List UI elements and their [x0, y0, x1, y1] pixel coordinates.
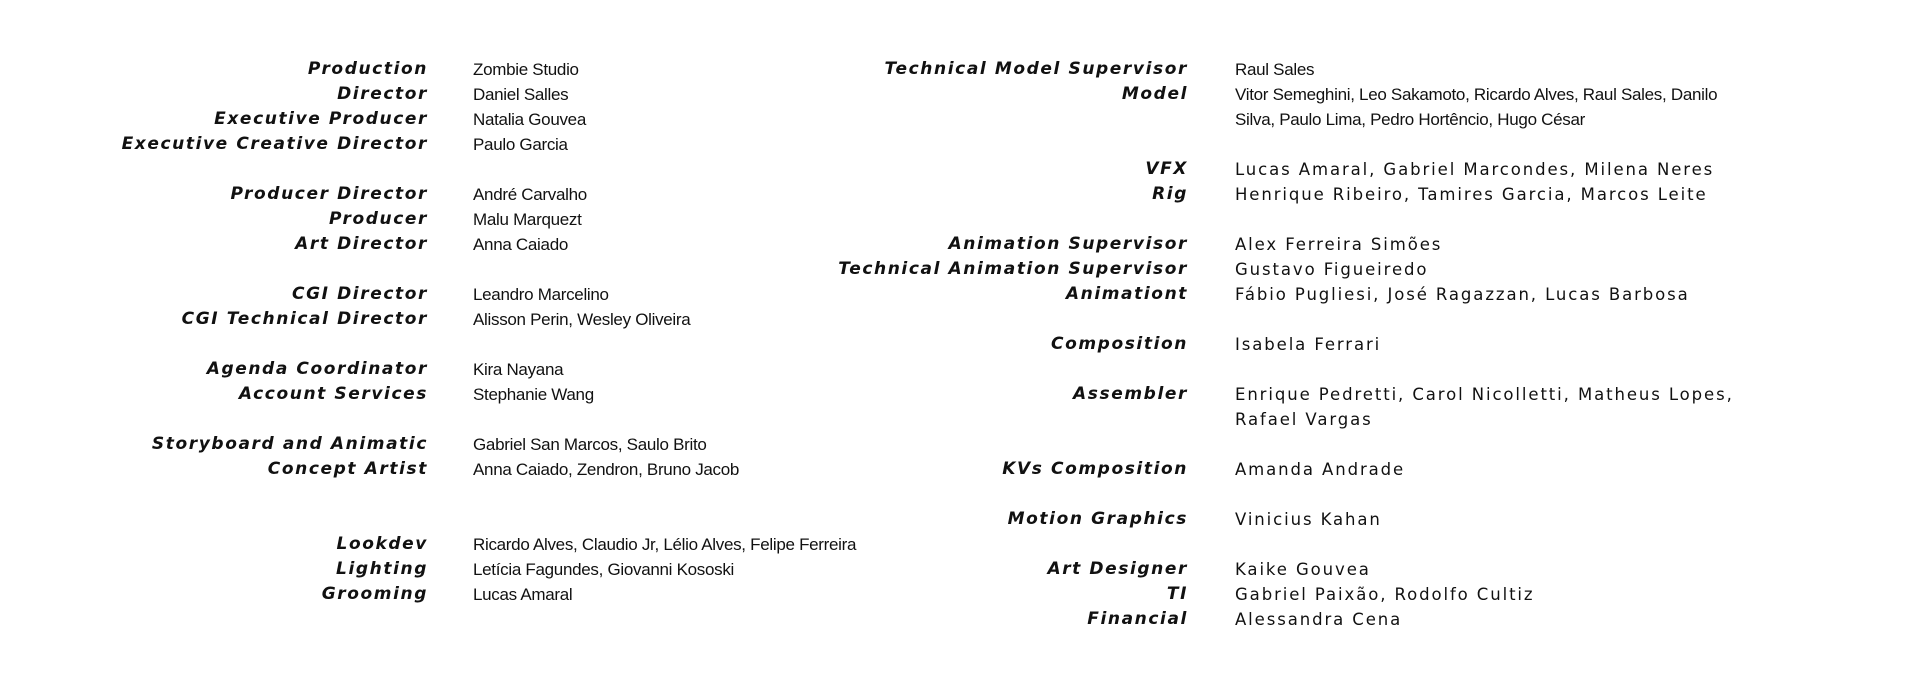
credit-row-grooming: [0, 582, 856, 607]
credit-role: VFX: [1145, 159, 1188, 179]
credit-names: Fábio Pugliesi, José Ragazzan, Lucas Barbosa: [1235, 285, 1690, 304]
credit-role: Producer: [328, 209, 428, 229]
credit-row-producer-director: [0, 182, 856, 207]
credit-row-art-director: [0, 232, 856, 257]
credit-role: TI: [1166, 584, 1188, 604]
credit-names: Anna Caiado: [473, 235, 568, 254]
credit-names: Gustavo Figueiredo: [1235, 260, 1429, 279]
credit-row-cgi-director: [0, 282, 856, 307]
credit-row-lookdev: [0, 532, 856, 557]
credit-row-assembler: [740, 382, 1755, 432]
credit-role: Storyboard and Animatic: [151, 434, 428, 454]
credit-names: Gabriel San Marcos, Saulo Brito: [473, 435, 707, 454]
credit-row-executive-producer: [0, 107, 856, 132]
credit-row-cgi-technical-director: [0, 307, 856, 332]
credit-role: Producer Director: [230, 184, 428, 204]
credit-row-animation-supervisor: [740, 232, 1755, 257]
credit-names: Letícia Fagundes, Giovanni Kososki: [473, 560, 735, 579]
credits-right-column: [740, 57, 1755, 632]
credit-names: Leandro Marcelino: [473, 285, 609, 304]
credit-row-kvs-composition: [740, 457, 1755, 482]
credit-role: Technical Animation Supervisor: [838, 259, 1188, 279]
credit-names: Amanda Andrade: [1235, 460, 1406, 479]
credit-row-technical-animation-supervisor: [740, 257, 1755, 282]
credit-role: Lighting: [336, 559, 428, 579]
credit-names: Alessandra Cena: [1235, 610, 1403, 629]
credit-names: Vitor Semeghini, Leo Sakamoto, Ricardo Alves, Raul Sales, Danilo Silva, Paulo Lima, Pedro Hortêncio, Hugo César: [1235, 85, 1718, 129]
credit-names: Isabela Ferrari: [1235, 335, 1382, 354]
credit-role: Composition: [1051, 334, 1188, 354]
credit-names: Malu Marquezt: [473, 210, 582, 229]
credit-row-model: [740, 82, 1755, 132]
credit-role: KVs Composition: [1002, 459, 1188, 479]
credit-names: Daniel Salles: [473, 85, 569, 104]
credit-row-production: [0, 57, 856, 82]
credit-role: Director: [337, 84, 428, 104]
credit-names: Ricardo Alves, Claudio Jr, Lélio Alves, Felipe Ferreira: [473, 535, 857, 554]
credit-names: Natalia Gouvea: [473, 110, 586, 129]
credit-role: Art Designer: [1047, 559, 1188, 579]
credit-names: Raul Sales: [1235, 60, 1315, 79]
credit-names: Henrique Ribeiro, Tamires Garcia, Marcos Leite: [1235, 185, 1708, 204]
credit-role: Grooming: [321, 584, 428, 604]
credit-role: Animationt: [1065, 284, 1188, 304]
credit-names: Alisson Perin, Wesley Oliveira: [473, 310, 691, 329]
credit-role: Financial: [1087, 609, 1188, 629]
credit-names: Stephanie Wang: [473, 385, 594, 404]
credit-names: Kira Nayana: [473, 360, 564, 379]
credit-role: Technical Model Supervisor: [884, 59, 1188, 79]
credit-row-vfx: [740, 157, 1755, 182]
credit-row-account-services: [0, 382, 856, 407]
credit-row-financial: [740, 607, 1755, 632]
credit-names: Enrique Pedretti, Carol Nicolletti, Matheus Lopes, Rafael Vargas: [1235, 385, 1734, 429]
credit-row-rig: [740, 182, 1755, 207]
credit-names: André Carvalho: [473, 185, 587, 204]
credit-row-producer: [0, 207, 856, 232]
credit-row-ti: [740, 582, 1755, 607]
credit-row-composition: [740, 332, 1755, 357]
credit-row-lighting: [0, 557, 856, 582]
credit-role: CGI Director: [292, 284, 428, 304]
credit-role: CGI Technical Director: [181, 309, 428, 329]
credit-names: Anna Caiado, Zendron, Bruno Jacob: [473, 460, 740, 479]
credit-names: Lucas Amaral: [473, 585, 573, 604]
credit-names: Vinicius Kahan: [1235, 510, 1382, 529]
credit-names: Paulo Garcia: [473, 135, 568, 154]
credit-role: Production: [307, 59, 428, 79]
credit-row-motion-graphics: [740, 507, 1755, 532]
credit-names: Alex Ferreira Simões: [1235, 235, 1443, 254]
credit-role: Rig: [1152, 184, 1188, 204]
credit-row-agenda-coordinator: [0, 357, 856, 382]
credit-row-technical-model-supervisor: [740, 57, 1755, 82]
credit-row-executive-creative-director: [0, 132, 856, 157]
credit-names: Lucas Amaral, Gabriel Marcondes, Milena Neres: [1235, 160, 1715, 179]
credit-role: Lookdev: [336, 534, 428, 554]
credit-role: Art Director: [295, 234, 428, 254]
credit-role: Account Services: [238, 384, 428, 404]
credit-role: Executive Creative Director: [121, 134, 428, 154]
credits-left-column: [0, 57, 856, 607]
credit-role: Model: [1121, 84, 1188, 104]
credit-names: Zombie Studio: [473, 60, 579, 79]
credit-names: Gabriel Paixão, Rodolfo Cultiz: [1235, 585, 1535, 604]
credit-role: Concept Artist: [267, 459, 428, 479]
credit-row-director: [0, 82, 856, 107]
credit-role: Agenda Coordinator: [206, 359, 428, 379]
credit-role: Animation Supervisor: [948, 234, 1188, 254]
credit-row-concept-artist: [0, 457, 856, 482]
credit-row-storyboard-and-animatic: [0, 432, 856, 457]
credit-row-animationt: [740, 282, 1755, 307]
credit-role: Executive Producer: [214, 109, 428, 129]
credit-role: Assembler: [1073, 384, 1188, 404]
credit-role: Motion Graphics: [1007, 509, 1188, 529]
credit-names: Kaike Gouvea: [1235, 560, 1371, 579]
credit-row-art-designer: [740, 557, 1755, 582]
